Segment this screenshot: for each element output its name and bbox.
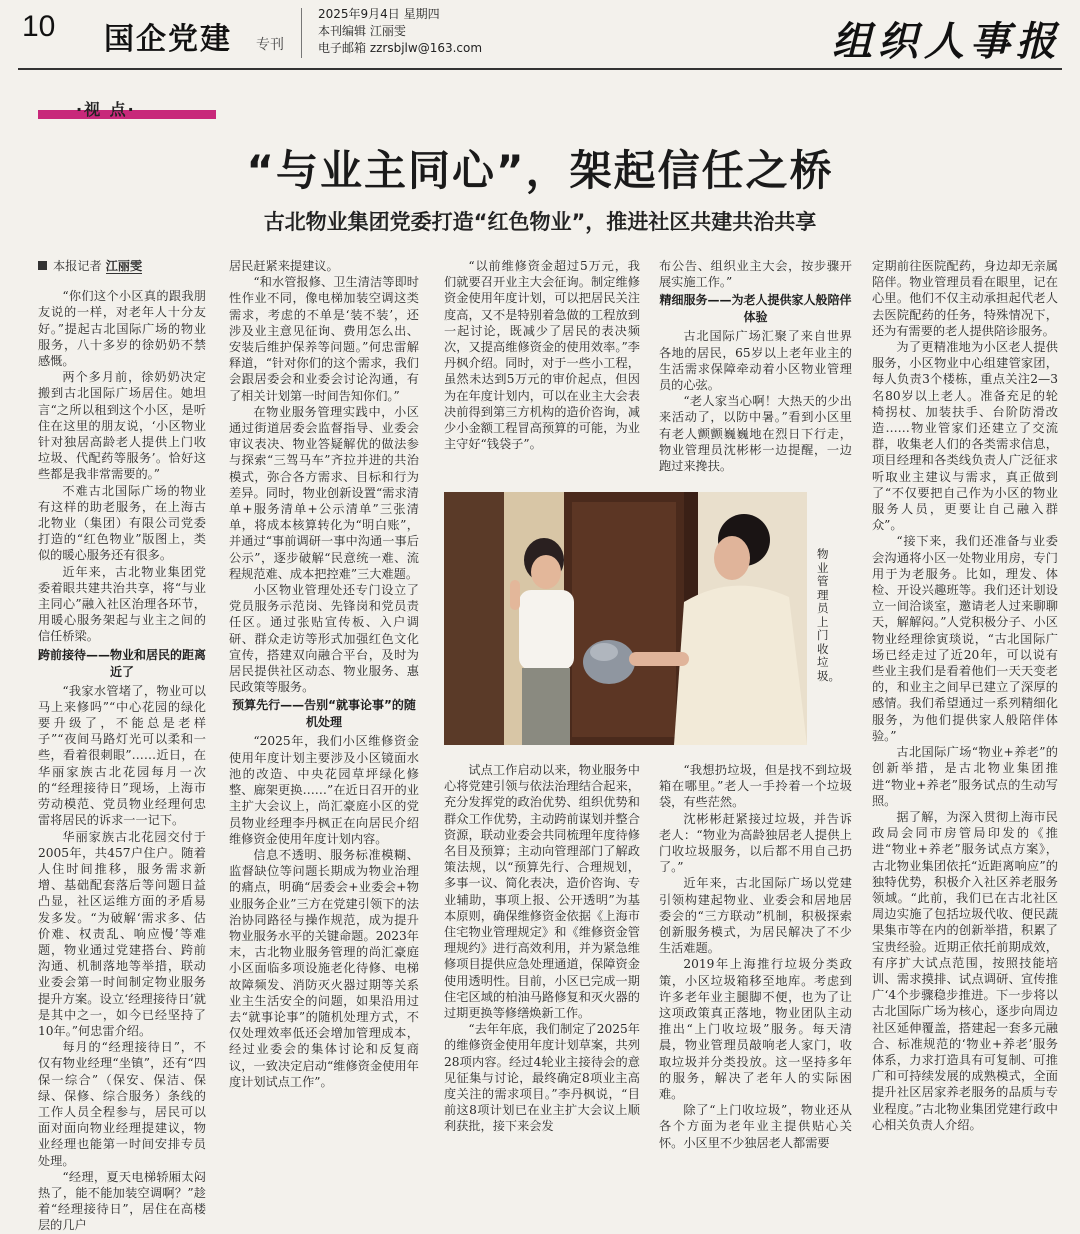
paragraph: “你们这个小区真的跟我朋友说的一样，对老年人十分友好。”提起古北国际广场的物业服务，八十多岁的徐奶奶不禁感慨。	[38, 289, 206, 369]
paragraph: 两个多月前，徐奶奶决定搬到古北国际广场居住。她坦言“之所以租到这个小区，是听住在这里的朋友说，‘小区物业针对独居高龄老人提供上门收垃圾、代配药等服务’。恰好这些都是我非常需要的。”	[38, 370, 206, 482]
column-5	[872, 258, 1058, 1170]
paragraph: 信息不透明、服务标准模糊、监督缺位等问题长期成为物业治理的痛点，明确“居委会+业委会+物业服务企业”三方在党建引领下的法治协同路径与操作规范，成为提升物业服务水平的关键命题。2023年末，古北物业服务管理的尚汇豪庭小区面临多项设施老化待修、电梯故障频发、消防灭火器过期等关系业主生活安全的问题，如果沿用过去“就事论事”的随机处理方式，不仅处理效率低还会增加管理成本，经过业委会的集体讨论和反复商议，一致决定启动“维修资金使用年度计划试点工作”。	[229, 847, 419, 1089]
header-divider	[301, 8, 302, 58]
viewpoint-label: ·视 点·	[76, 100, 136, 119]
issue-meta	[318, 6, 482, 57]
special-issue-label: 专刊	[256, 36, 284, 52]
section-subtitle: 跨前接待——物业和居民的距离近了	[38, 647, 207, 679]
article-photo	[444, 492, 807, 745]
paragraph: “老人家当心啊！大热天的少出来活动了，以防中暑。”看到小区里有老人颤颤巍巍地在烈日下行走，物业管理员沈彬彬一边提醒，一边跑过来搀扶。	[659, 394, 852, 474]
issue-email: 电子邮箱 zzrsbjlw@163.com	[318, 41, 483, 55]
paragraph: “以前维修资金超过5万元，我们就要召开业主大会征询。制定维修资金使用年度计划，可以把居民关注度高，又不是特别着急做的工程放到一起讨论，既减少了居民的表决频次，又提高维修资金的使用效率。”李丹枫介绍。同时，对于一些小工程，虽然未达到5万元的审价起点，但因为在年度计划内，可以在业主大会表决前得到第三方机构的造价咨询，减少小金额工程冒高预算的可能，为业主守好“钱袋子”。	[444, 259, 640, 452]
paragraph: “经理，夏天电梯轿厢太闷热了，能不能加装空调啊？”趁着“经理接待日”，居住在高楼层的几户	[38, 1169, 206, 1233]
paragraph: 近年来，古北国际广场以党建引领构建起物业、业委会和居地居委会的“三方联动”机制，积极探索创新服务模式，为居民解决了不少生活难题。	[659, 876, 852, 956]
paragraph: 试点工作启动以来，物业服务中心将党建引领与依法治理结合起来，充分发挥党的政治优势、组织优势和群众工作优势，主动跨前谋划并整合资源，联动业委会共同梳理年度待修名目及预算；主动向管理部门了解政策法规，以“预算先行、合理规划，多事一议、简化表决，造价咨询、专业辅助，事项上报、公开透明”为基本原则，确保维修资金依据《上海市住宅物业管理规定》和《维修资金管理规约》进行高效利用，并为紧急维修项目提供应急处理通道，保障资金使用透明性。目前，小区已完成一期住宅区域的柏油马路修复和灭火器的过期更换等修缮焕新工作。	[444, 763, 640, 1021]
section-title: 国企党建	[104, 22, 232, 57]
paragraph: “2025年，我们小区维修资金使用年度计划主要涉及小区镜面水池的改造、中央花园草坪绿化修整、廊架更换……”在近日召开的业主扩大会议上，尚汇豪庭小区的党员物业经理李丹枫正在向居民介绍维修资金使用年度计划内容。	[229, 734, 419, 846]
paragraph: 2019年上海推行垃圾分类政策，小区垃圾箱移至地库。考虑到许多老年业主腿脚不便，也为了让这项政策真正落地，物业团队主动推出“上门收垃圾”服务。每天清晨，物业管理员敲响老人家门，收取垃圾并分类投放。这一坚持多年的服务，解决了老年人的实际困难。	[659, 957, 852, 1102]
paragraph: 不难古北国际广场的物业有这样的助老服务，在上海古北物业（集团）有限公司党委打造的“红色物业”版图上，类似的暖心服务还有很多。	[38, 483, 206, 563]
paragraph: “我家水管堵了，物业可以马上来修吗”“中心花园的绿化要升级了，不能总是老样子”“夜间马路灯光可以柔和一些，看着很刺眼”……近日，在华丽家族古北花园每月一次的“经理接待日”现场，上海市劳动模范、党员物业经理何忠雷将居民的诉求一一记下。	[38, 683, 206, 828]
section-subtitle: 预算先行——告别“就事论事”的随机处理	[232, 698, 416, 730]
paragraph: 定期前往医院配药，身边却无亲属陪伴。物业管理员看在眼里，记在心里。他们不仅主动承担起代老人去医院配药的任务，特殊情况下，还为有需要的老人提供陪诊服务。	[872, 259, 1058, 338]
paragraph: “和水管报修、卫生清洁等即时性作业不同，像电梯加装空调这类需求，考虑的不单是‘装不装’，还涉及业主意见征询、费用怎么出、安装后维护保养等问题。”何忠雷解释道，“针对你们的这个需求，我们会跟居委会和业委会讨论沟通，有了相关计划第一时间告知你们。”	[229, 275, 419, 403]
byline-prefix: 本报记者	[53, 259, 102, 273]
section-subtitle: 精细服务——为老人提供家人般陪伴体验	[659, 293, 852, 325]
masthead-logo: 组织人事报	[832, 18, 1062, 65]
paragraph: 古北国际广场“物业+养老”的创新举措，是古北物业集团推进“物业+养老”服务试点的生动写照。	[872, 745, 1058, 808]
article-subheadline: 古北物业集团党委打造“红色物业”，推进社区共建共治共享	[263, 210, 817, 234]
column-2	[229, 258, 419, 1170]
viewpoint-tag	[38, 97, 216, 119]
paragraph: 为了更精准地为小区老人提供服务，小区物业中心组建管家团，每人负责3个楼栋，重点关注2—3名80岁以上老人。准备充足的轮椅拐杖、加装扶手、台阶防滑改造……物业管家们还建立了交流群，收集老人们的各类需求信息，项目经理和各类线负责人广泛征求听取业主建议与需求，真正做到了“不仅要把自己作为小区的物业服务人员，更要让自己融入群众”。	[872, 340, 1058, 533]
paragraph: “我想扔垃圾，但是找不到垃圾箱在哪里。”老人一手拎着一个垃圾袋，有些茫然。	[659, 763, 852, 810]
paragraph: 据了解，为深入贯彻上海市民政局会同市房管局印发的《推进“物业+养老”服务试点方案》，古北物业集团依托“近距离响应”的独特优势，积极介入社区养老服务领域。“此前，我们已在古北社区周边实施了包括垃圾代收、便民蔬果集市等在内的创新举措，积累了宝贵经验。近期正依托前期成效，有序扩大试点范围，按照技能培训、需求摸排、试点调研、宣传推广‘4个步骤稳步推进。下一步将以古北国际广场为核心，逐步向周边社区延伸覆盖，搭建起一套多元融合、标准规范的‘物业+养老’服务体系，力求打造具有可复制、可推广和可持续发展的成熟模式，全面提升社区居家养老服务的品质与专业程度。”古北物业集团党建行政中心相关负责人介绍。	[872, 809, 1058, 1132]
paragraph: “接下来，我们还准备与业委会沟通将小区一处物业用房，专门用于为老服务。比如，理发、体检、开设兴趣班等。我们还计划设立一间洽谈室，邀请老人过来聊聊天，解解闷。”人党积极分子、小区物业经理徐寅琰说，“古北国际广场已经走过了近20年，可以说有些业主我们是看着他们一天天变老的，和业主之间早已建立了深厚的感情。我们希望通过一系列精细化服务，为他们提供家人般陪伴体验。”	[872, 534, 1058, 743]
header-rule	[18, 68, 1062, 70]
paragraph: 华丽家族古北花园交付于2005年，共457户住户。随着人住时间推移，服务需求新增、基础配套落后等问题日益凸显，社区运维方面的矛盾易发多发。“为破解‘需求多、估价难、权责乱、响应慢’等难题，物业通过党建搭台、跨前沟通、机制落地等举措，联动业委会第一时间制定物业服务提升方案。设立‘经理接待日’就是其中之一，如今已经坚持了10年。”何忠雷介绍。	[38, 829, 206, 1038]
column-1	[38, 258, 207, 1233]
paragraph: 近年来，古北物业集团党委着眼共建共治共享，将“与业主同心”融入社区治理各环节，用暖心服务架起与业主之间的信任桥梁。	[38, 564, 206, 644]
paragraph: 沈彬彬赶紧接过垃圾，并告诉老人：“物业为高龄独居老人提供上门收垃圾服务，以后都不用自己扔了。”	[659, 811, 852, 875]
issue-editor: 本刊编辑 江丽雯	[318, 24, 406, 38]
paragraph: 居民赶紧来提建议。	[229, 259, 339, 273]
paragraph: 除了“上门收垃圾”，物业还从各个方面为老年业主提供贴心关怀。小区里不少独居老人都需要	[659, 1103, 852, 1150]
column-4-top	[659, 258, 852, 486]
byline	[38, 258, 206, 274]
byline-square-icon	[38, 261, 47, 270]
paragraph: 每月的“经理接待日”，不仅有物业经理“坐镇”，还有“四保一综合”（保安、保洁、保绿、保修、综合服务）条线的工作人员全程参与，居民可以面对面向物业经理提建议，物业经理也能第一时间安排专员处理。	[38, 1040, 206, 1168]
photo-illustration	[444, 492, 807, 745]
issue-date: 2025年9月4日 星期四	[318, 7, 440, 21]
photo-caption: 物业管理员上门收垃圾。	[817, 547, 840, 683]
paragraph: “去年年底，我们制定了2025年的维修资金使用年度计划草案，共列28项内容。经过4轮业主接待会的意见征集与讨论，最终确定8项业主高度关注的需求项目。”李丹枫说，“目前这8项计划已在业主扩大会议上顺利获批，接下来会发	[444, 1022, 640, 1134]
paragraph: 布公告、组织业主大会，按步骤开展实施工作。”	[659, 259, 852, 290]
paragraph: 在物业服务管理实践中，小区通过街道居委会监督指导、业委会审议表决、物业答疑解优的做法参与探索“三驾马车”齐拉并进的共治模式，弥合各方需求、目标和行为差异。同时，物业创新设置“需求清单+服务清单+公示清单”三张清单，将成本核算转化为“明白账”，并通过“事前调研一事中沟通一事后公示”，逐步破解“民意统一难、流程规范难、成本把控难”三大难题。	[229, 404, 419, 581]
page-header	[18, 0, 1062, 64]
column-3-bottom	[444, 762, 640, 1170]
paragraph: 古北国际广场汇聚了来自世界各地的居民，65岁以上老年业主的生活需求保障牵动着小区物业管理员的心弦。	[659, 329, 852, 393]
article-headline: “与业主同心”，架起信任之桥	[246, 146, 834, 195]
column-3-top	[444, 258, 640, 468]
column-4-bottom	[659, 762, 852, 1170]
page-number: 10	[22, 10, 56, 43]
paragraph: 小区物业管理处还专门设立了党员服务示范岗、先锋岗和党员责任区。通过张贴宣传板、入户调研、群众走访等形式加强红色文化宣传，搭建双向融合平台，及时为居民提供社区动态、物业服务、惠民政策等服务。	[229, 583, 419, 695]
byline-name: 江丽雯	[105, 259, 143, 273]
